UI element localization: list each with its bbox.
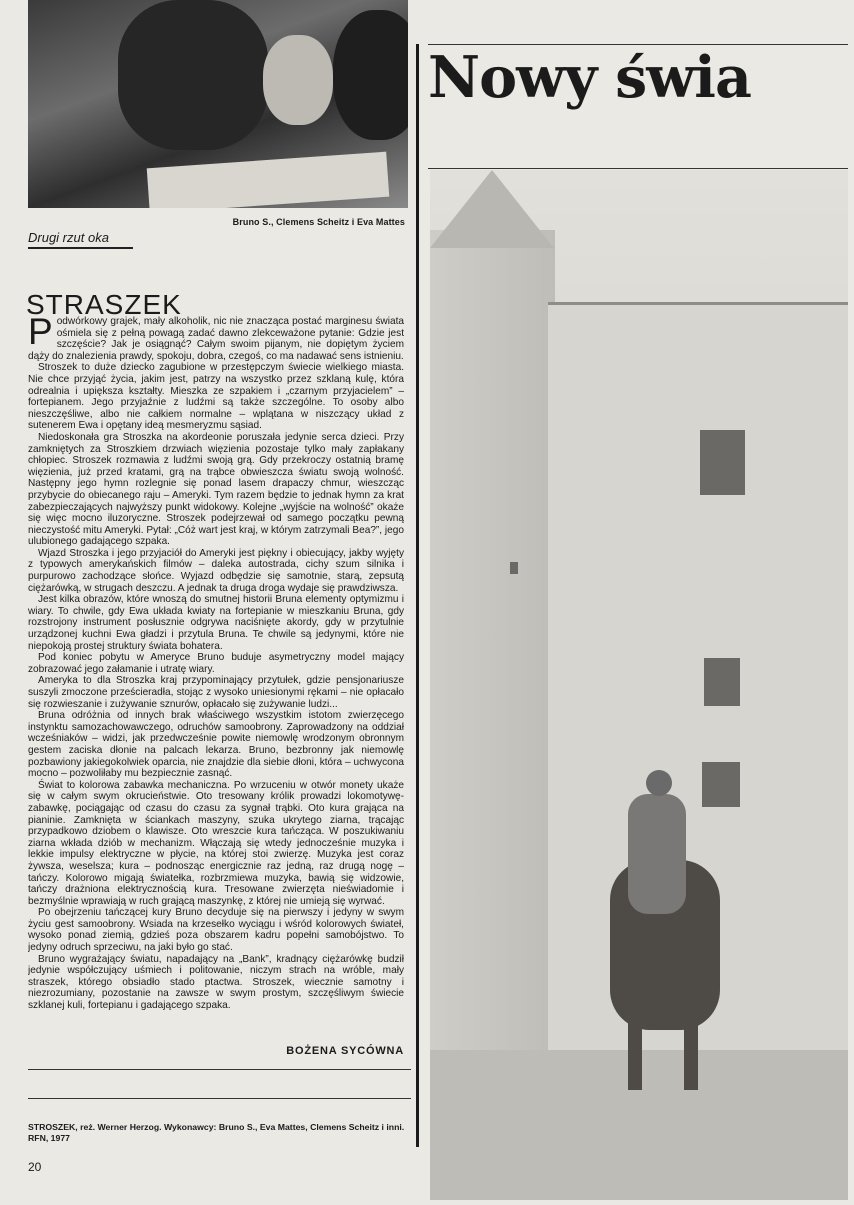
paragraph: Ameryka to dla Stroszka kraj przypominający przytułek, gdzie pensjonariusze suszyli zmoczone prześcieradła, stojąc z wysoko uniesionymi rękami – nie opłacało się rozwieszanie i zużywanie sznurów, opłacało się zużywanie ludzi... [28,675,404,710]
title-bottom-rule [428,168,848,169]
knight-on-horse [610,770,710,1090]
page-number: 20 [28,1160,42,1174]
castle-tower [430,230,555,1110]
film-still-photo [28,0,408,208]
divider [28,1069,411,1070]
paragraph: Stroszek to duże dziecko zagubione w przestępczym świecie wielkiego miasta. Nie chce przyjąć życia, jakim jest, patrzy na wszystko przez szklaną kulę, która odrealnia i upiększa kształty. Mieszka ze szpakiem i „czarnym przyjacielem” – fortepianem. Jego przyjaźnie z ludźmi są także szczególne. To osoby albo nieszczęśliwe, albo nie całkiem normalne – wplątana w niszczący układ z sutenerem Ewa i opętany ideą mesmeryzmu sąsiad. [28,362,404,432]
author-byline: BOŻENA SYCÓWNA [286,1045,404,1057]
castle-window [510,562,518,574]
article-body [28,316,404,1011]
paragraph: Bruna odróżnia od innych brak właściwego wszystkim istotom zwierzęcego instynktu samozachowawczego, odruchów samoobrony. Zaprowadzony na oddział wcześniaków – widzi, jak przedwcześnie powite niemowlę wrodzonym obronnym gestem zaciska dłonie na palcach lekarza. Bruno, bezbronny jak niemowlę pozbawiony jakiegokolwiek oparcia, nie znajdzie dla siebie dłoni, która – uchwycona mocno – pozwoliłaby mu bezpiecznie zasnąć. [28,710,404,780]
divider [28,1098,411,1099]
tower-roof [430,170,554,248]
drop-cap: P [28,316,53,352]
paragraph: Wjazd Stroszka i jego przyjaciół do Ameryki jest piękny i obiecujący, jakby wyjęty z typowych amerykańskich filmów – daleka autostrada, cichy szum silnika i purpurowo zachodzące słońce. Wyjazd odbędzie się samotnie, starą, zepsutą ciężarówką, w strugach deszczu. A jednak ta druga droga wydaje się prawdziwsza. [28,547,404,594]
section-kicker: Drugi rzut oka [28,230,109,245]
castle-window [704,658,740,706]
paragraph: Bruno wygrażający światu, napadający na „Bank”, kradnący ciężarówkę budził jedynie współczujący uśmiech i politowanie, niczym strach na wróble, mały straszek, którego obsiadło stado ptactwa. Stroszek, wiecznie samotny i niezrozumiany, pozostanie na zawsze w swym prostym, szczęśliwym świecie szklanej kuli, fortepianu i gadającego szpaka. [28,953,404,1011]
kicker-underline [28,247,133,249]
paragraph: Jest kilka obrazów, które wnoszą do smutnej historii Bruna elementy optymizmu i wiary. To chwile, gdy Ewa układa kwiaty na fortepianie w mieszkaniu Bruna, gdy rozstrojony instrument posłusznie odgrywa naciśnięte akordy, gdy w przytulnie urządzonej kuchni Ewa gładzi i przytula Bruna. Te chwile są jedynymi, które nie niepokoją prostej struktury świata bohatera. [28,594,404,652]
film-credits: STROSZEK, reż. Werner Herzog. Wykonawcy: Bruno S., Eva Mattes, Clemens Scheitz i inni. RFN, 1977 [28,1122,405,1143]
article-headline: STRASZEK [26,288,182,320]
column-divider [416,44,419,1147]
section-title: Nowy świa [428,44,751,111]
photo-caption: Bruno S., Clemens Scheitz i Eva Mattes [232,217,405,227]
castle-window [700,430,745,495]
castle-knight-photo [430,170,848,1200]
paragraph: Po obejrzeniu tańczącej kury Bruno decyduje się na pierwszy i jedyny w swym życiu gest samoobrony. Wsiada na krzesełko wyciągu i wśród kolorowych świateł, wysoko ponad ziemią, gdzieś poza obszarem kadru popełni samobójstwo. To jedyny odruch sprzeciwu, na jaki było go stać. [28,907,404,954]
paragraph: Niedoskonała gra Stroszka na akordeonie poruszała jedynie serca dzieci. Przy zamkniętych za Stroszkiem drzwiach więzienia pozostaje tylko mały zapłakany chłopiec. Stroszek rozmawia z ludźmi swoją grą. Gdy przekroczy ostatnią bramę więzienia, już przed kratami, grą na trąbce obwieszcza światu swoją wolność. Następny jego hymn rozlegnie się ponad lasem drapaczy chmur, wieszcząc przybycie do obiecanego raju – Ameryki. Tym razem będzie to jednak hymn za krat zabezpieczających najwyższy punkt widokowy. Kolejne „wyjście na wolność” okaże się więc mocno iluzoryczne. Stroszek podejrzewał od samego początku pewną nieczystość mitu Ameryki. Pytał: „Cóż wart jest kraj, w którym zatrzymali Bea?”, jego ulubionego gadającego szpaka. [28,431,404,548]
paragraph: Podwórkowy grajek, mały alkoholik, nic nie znacząca postać marginesu świata ośmiela się z pełną powagą zadać dawno zlekceważone pytanie: Gdzie jest szczęście? Jak je osiągnąć? Całym swoim pijanym, nie dopiętym życiem dąży do znalezienia prawdy, spokoju, dobra, czegoś, co ma nadawać sens istnieniu. [28,316,404,362]
paragraph: Świat to kolorowa zabawka mechaniczna. Po wrzuceniu w otwór monety ukaże się w całym swym okrucieństwie. Oto tresowany królik prowadzi lokomotywę-zabawkę, pociągając od czasu do czasu za sygnał trąbki. Oto kura grająca na pianinie. Zamknięta w ściankach maszyny, szuka ukrytego ziarna, trącając przypadkowo dziobem o klawisze. Oto wreszcie kura tańcząca. W poszukiwaniu ziarna wkłada dziób w mechanizm. Włączają się wtedy jednocześnie muzyka i lekkie impulsy elektryczne w płycie, na której stoi zwierzę. Muzyka jest coraz żywsza, weselsza; kura – podnosząc energicznie raz jedną, raz drugą nogę – tańczy. Kolorowo migają światełka, rozbrzmiewa muzyka, bawią się widzowie, tańczy drażniona elektrycznością kura. Tresowane zwierzęta nieświadomie i bezmyślnie wprawiają w ruch grającą maszynkę, z której nie umieją się wyrwać. [28,779,404,907]
paragraph: Pod koniec pobytu w Ameryce Bruno buduje asymetryczny model mający zobrazować jego załamanie i utratę wiary. [28,652,404,675]
